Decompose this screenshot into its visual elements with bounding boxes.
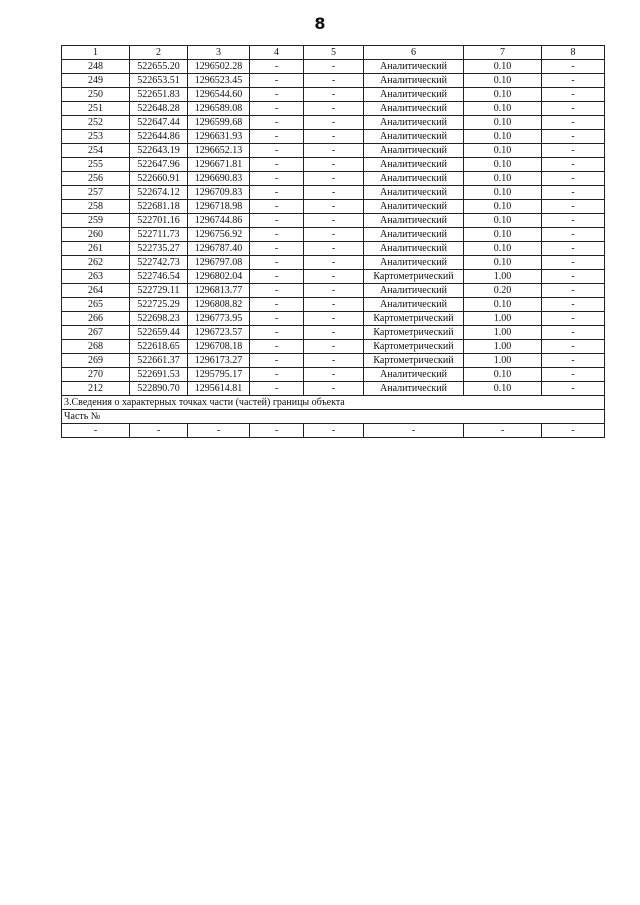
table-cell: -	[304, 270, 364, 284]
table-cell: -	[250, 312, 304, 326]
table-cell: 249	[62, 74, 130, 88]
table-cell: -	[542, 270, 605, 284]
table-cell: 1296671.81	[188, 158, 250, 172]
table-cell: -	[542, 354, 605, 368]
table-row	[62, 368, 605, 382]
table-cell: 261	[62, 242, 130, 256]
table-cell: -	[250, 172, 304, 186]
table-cell: 1296589.08	[188, 102, 250, 116]
table-cell: -	[304, 158, 364, 172]
table-cell: 1296802.04	[188, 270, 250, 284]
table-cell: -	[542, 116, 605, 130]
table-cell: 0.10	[464, 88, 542, 102]
table-cell: 1296502.28	[188, 60, 250, 74]
table-cell: 1296652.13	[188, 144, 250, 158]
table-cell: -	[304, 116, 364, 130]
table-cell: -	[304, 186, 364, 200]
table-cell: 522661.37	[130, 354, 188, 368]
table-cell: -	[304, 368, 364, 382]
table-cell: 0.10	[464, 102, 542, 116]
part-label: Часть №	[62, 410, 605, 424]
table-cell: 522674.12	[130, 186, 188, 200]
table-cell: -	[542, 172, 605, 186]
table-header-row	[62, 46, 605, 60]
table-cell: 522644.86	[130, 130, 188, 144]
table-cell: -	[542, 200, 605, 214]
table-cell: 253	[62, 130, 130, 144]
table-cell: 522681.18	[130, 200, 188, 214]
table-cell: Аналитический	[364, 284, 464, 298]
table-cell: -	[304, 102, 364, 116]
table-cell: -	[250, 326, 304, 340]
table-cell: -	[542, 284, 605, 298]
table-cell: Аналитический	[364, 158, 464, 172]
table-cell: -	[464, 424, 542, 438]
table-cell: Аналитический	[364, 130, 464, 144]
table-cell: -	[250, 74, 304, 88]
table-cell: 0.10	[464, 382, 542, 396]
table-cell: -	[250, 256, 304, 270]
table-cell: -	[542, 186, 605, 200]
table-cell: -	[542, 382, 605, 396]
table-cell: -	[304, 312, 364, 326]
table-cell: -	[364, 424, 464, 438]
table-cell: 0.10	[464, 256, 542, 270]
table-cell: Аналитический	[364, 144, 464, 158]
table-cell: -	[250, 130, 304, 144]
table-cell: 212	[62, 382, 130, 396]
table-cell: 1.00	[464, 340, 542, 354]
table-cell: -	[250, 158, 304, 172]
table-cell: 252	[62, 116, 130, 130]
table-cell: 522659.44	[130, 326, 188, 340]
table-cell: -	[62, 424, 130, 438]
table-cell: 1296787.40	[188, 242, 250, 256]
table-cell: 522729.11	[130, 284, 188, 298]
table-cell: Аналитический	[364, 74, 464, 88]
table-cell: 1296599.68	[188, 116, 250, 130]
table-cell: -	[542, 214, 605, 228]
table-row	[62, 214, 605, 228]
table-cell: 264	[62, 284, 130, 298]
table-cell: 1.00	[464, 312, 542, 326]
part-row	[62, 424, 605, 438]
table-cell: -	[250, 102, 304, 116]
table-cell: 262	[62, 256, 130, 270]
table-row	[62, 270, 605, 284]
table-cell: Картометрический	[364, 312, 464, 326]
table-cell: -	[304, 200, 364, 214]
table-cell: 258	[62, 200, 130, 214]
table-cell: 1296709.83	[188, 186, 250, 200]
table-cell: -	[250, 270, 304, 284]
section-title: 3.Сведения о характерных точках части (частей) границы объекта	[62, 396, 605, 410]
table-row	[62, 312, 605, 326]
table-cell: 270	[62, 368, 130, 382]
table-cell: Аналитический	[364, 102, 464, 116]
table-cell: 1296773.95	[188, 312, 250, 326]
table-cell: -	[250, 116, 304, 130]
table-cell: Аналитический	[364, 60, 464, 74]
table-cell: 522647.96	[130, 158, 188, 172]
table-cell: -	[542, 102, 605, 116]
table-cell: 522735.27	[130, 242, 188, 256]
table-cell: 522653.51	[130, 74, 188, 88]
table-cell: -	[542, 242, 605, 256]
table-cell: 0.10	[464, 200, 542, 214]
table-cell: 254	[62, 144, 130, 158]
table-row	[62, 326, 605, 340]
table-cell: 522725.29	[130, 298, 188, 312]
table-cell: -	[304, 256, 364, 270]
table-cell: 268	[62, 340, 130, 354]
table-row	[62, 256, 605, 270]
table-row	[62, 60, 605, 74]
table-row	[62, 102, 605, 116]
table-cell: 1296631.93	[188, 130, 250, 144]
table-cell: Картометрический	[364, 354, 464, 368]
table-cell: Аналитический	[364, 242, 464, 256]
table-cell: 1296813.77	[188, 284, 250, 298]
table-cell: -	[542, 368, 605, 382]
table-cell: 522643.19	[130, 144, 188, 158]
table-cell: 1296756.92	[188, 228, 250, 242]
table-cell: Картометрический	[364, 270, 464, 284]
table-cell: Аналитический	[364, 172, 464, 186]
column-header: 6	[364, 46, 464, 60]
table-cell: -	[542, 298, 605, 312]
table-cell: 263	[62, 270, 130, 284]
table-row	[62, 200, 605, 214]
table-cell: 0.10	[464, 158, 542, 172]
table-cell: 522711.73	[130, 228, 188, 242]
table-cell: 1.00	[464, 326, 542, 340]
coordinates-table	[61, 45, 605, 438]
table-cell: -	[304, 382, 364, 396]
table-cell: 0.10	[464, 144, 542, 158]
table-cell: -	[542, 340, 605, 354]
table-row	[62, 354, 605, 368]
table-cell: -	[542, 424, 605, 438]
table-cell: 0.10	[464, 74, 542, 88]
table-cell: -	[250, 382, 304, 396]
table-cell: 256	[62, 172, 130, 186]
table-cell: 1296808.82	[188, 298, 250, 312]
table-cell: 522655.20	[130, 60, 188, 74]
table-cell: -	[250, 60, 304, 74]
table-cell: -	[250, 424, 304, 438]
table-cell: 1296797.08	[188, 256, 250, 270]
table-row	[62, 144, 605, 158]
table-cell: 1296173.27	[188, 354, 250, 368]
table-cell: -	[304, 60, 364, 74]
table-row	[62, 228, 605, 242]
table-cell: -	[304, 340, 364, 354]
table-body	[62, 60, 605, 396]
table-cell: -	[188, 424, 250, 438]
table-cell: -	[542, 144, 605, 158]
column-header: 5	[304, 46, 364, 60]
table-cell: -	[250, 354, 304, 368]
column-header: 2	[130, 46, 188, 60]
table-cell: Аналитический	[364, 228, 464, 242]
table-cell: Аналитический	[364, 88, 464, 102]
table-cell: 0.10	[464, 60, 542, 74]
table-cell: 1296523.45	[188, 74, 250, 88]
table-cell: 0.10	[464, 130, 542, 144]
table-cell: -	[250, 298, 304, 312]
table-row	[62, 130, 605, 144]
table-cell: 0.10	[464, 186, 542, 200]
table-cell: 1.00	[464, 354, 542, 368]
table-cell: Аналитический	[364, 256, 464, 270]
table-row	[62, 116, 605, 130]
table-cell: Картометрический	[364, 340, 464, 354]
table-cell: 0.10	[464, 228, 542, 242]
table-cell: 0.10	[464, 242, 542, 256]
table-row	[62, 88, 605, 102]
table-cell: -	[250, 242, 304, 256]
table-row	[62, 284, 605, 298]
table-cell: -	[304, 242, 364, 256]
table-cell: 1.00	[464, 270, 542, 284]
table-row	[62, 172, 605, 186]
table-cell: Аналитический	[364, 368, 464, 382]
table-cell: 250	[62, 88, 130, 102]
part-label-row	[62, 410, 605, 424]
table-cell: 260	[62, 228, 130, 242]
table-cell: -	[250, 368, 304, 382]
table-cell: -	[542, 60, 605, 74]
table-cell: -	[304, 326, 364, 340]
table-cell: 269	[62, 354, 130, 368]
table-row	[62, 382, 605, 396]
table-cell: 1296708.18	[188, 340, 250, 354]
table-cell: -	[304, 354, 364, 368]
table-cell: -	[250, 214, 304, 228]
table-cell: -	[304, 228, 364, 242]
table-cell: -	[304, 298, 364, 312]
table-cell: 522890.70	[130, 382, 188, 396]
table-cell: -	[304, 144, 364, 158]
table-cell: Картометрический	[364, 326, 464, 340]
table-cell: Аналитический	[364, 200, 464, 214]
table-row	[62, 186, 605, 200]
table-cell: -	[304, 88, 364, 102]
table-cell: 522746.54	[130, 270, 188, 284]
table-cell: Аналитический	[364, 116, 464, 130]
table-cell: 257	[62, 186, 130, 200]
table-cell: 1296744.86	[188, 214, 250, 228]
table-cell: 0.20	[464, 284, 542, 298]
table-cell: 522698.23	[130, 312, 188, 326]
table-cell: 1296544.60	[188, 88, 250, 102]
table-row	[62, 74, 605, 88]
table-cell: 522647.44	[130, 116, 188, 130]
table-cell: 1295614.81	[188, 382, 250, 396]
table-cell: 255	[62, 158, 130, 172]
table-cell: 251	[62, 102, 130, 116]
column-header: 3	[188, 46, 250, 60]
table-cell: 1296723.57	[188, 326, 250, 340]
table-cell: 522618.65	[130, 340, 188, 354]
table-cell: 0.10	[464, 116, 542, 130]
table-cell: -	[250, 88, 304, 102]
table-cell: -	[250, 340, 304, 354]
table-cell: 0.10	[464, 298, 542, 312]
table-cell: -	[304, 74, 364, 88]
table-cell: -	[542, 130, 605, 144]
table-cell: 522660.91	[130, 172, 188, 186]
table-cell: Аналитический	[364, 382, 464, 396]
table-cell: 266	[62, 312, 130, 326]
table-cell: -	[304, 424, 364, 438]
table-cell: -	[304, 284, 364, 298]
table-cell: 0.10	[464, 368, 542, 382]
table-cell: 0.10	[464, 172, 542, 186]
table-cell: -	[304, 130, 364, 144]
table-cell: -	[304, 214, 364, 228]
table-cell: -	[542, 74, 605, 88]
table-cell: 1296690.83	[188, 172, 250, 186]
column-header: 1	[62, 46, 130, 60]
column-header: 7	[464, 46, 542, 60]
table-cell: 1295795.17	[188, 368, 250, 382]
table-cell: -	[542, 326, 605, 340]
table-cell: 522648.28	[130, 102, 188, 116]
table-cell: -	[542, 256, 605, 270]
table-cell: -	[250, 186, 304, 200]
table-cell: 522742.73	[130, 256, 188, 270]
table-cell: 522701.16	[130, 214, 188, 228]
table-cell: -	[542, 158, 605, 172]
table-cell: 267	[62, 326, 130, 340]
table-row	[62, 298, 605, 312]
section-title-row	[62, 396, 605, 410]
column-header: 4	[250, 46, 304, 60]
table-cell: 259	[62, 214, 130, 228]
table-cell: 248	[62, 60, 130, 74]
table-cell: Аналитический	[364, 298, 464, 312]
table-row	[62, 242, 605, 256]
page-number: 8	[314, 14, 326, 33]
table-cell: -	[542, 312, 605, 326]
table-cell: -	[250, 228, 304, 242]
table-cell: -	[542, 88, 605, 102]
table-row	[62, 158, 605, 172]
table-cell: 265	[62, 298, 130, 312]
column-header: 8	[542, 46, 605, 60]
table-cell: -	[250, 284, 304, 298]
table-cell: -	[250, 200, 304, 214]
table-cell: -	[304, 172, 364, 186]
table-cell: 0.10	[464, 214, 542, 228]
table-cell: 522691.53	[130, 368, 188, 382]
table-cell: -	[130, 424, 188, 438]
table-cell: Аналитический	[364, 186, 464, 200]
table-cell: -	[542, 228, 605, 242]
table-cell: -	[250, 144, 304, 158]
table-row	[62, 340, 605, 354]
table-cell: 522651.83	[130, 88, 188, 102]
table-cell: 1296718.98	[188, 200, 250, 214]
table-cell: Аналитический	[364, 214, 464, 228]
